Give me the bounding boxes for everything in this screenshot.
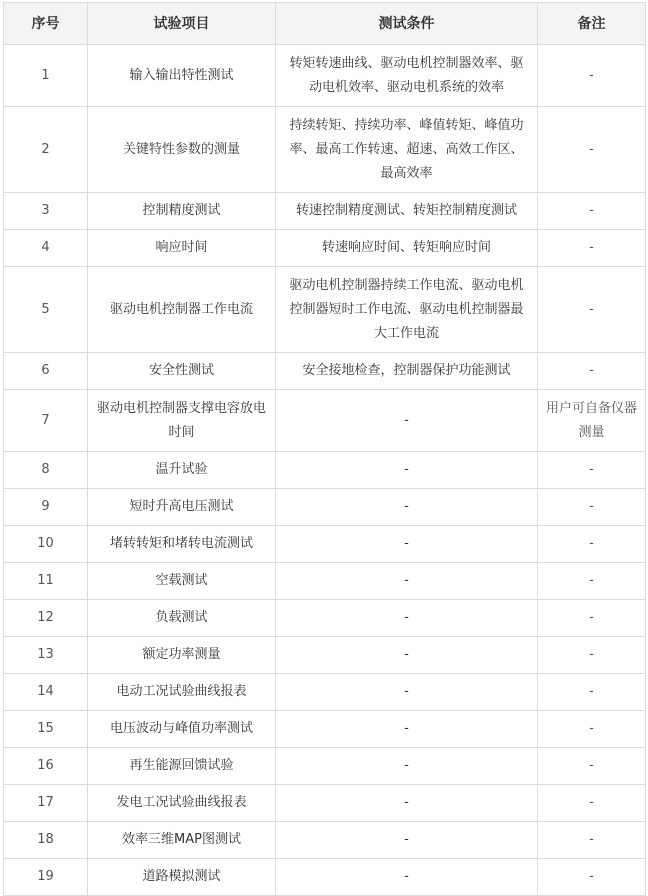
test-items-table (3, 2, 646, 896)
test-item: 堵转转矩和堵转电流测试 (88, 526, 276, 563)
table-row (4, 637, 646, 674)
test-condition: 安全接地检查，控制器保护功能测试 (276, 353, 538, 390)
test-condition: - (276, 859, 538, 896)
row-number: 19 (4, 859, 88, 896)
row-number: 11 (4, 563, 88, 600)
remark: - (538, 267, 646, 353)
test-condition: 转矩转速曲线、驱动电机控制器效率、驱动电机效率、驱动电机系统的效率 (276, 45, 538, 107)
row-number: 6 (4, 353, 88, 390)
remark: - (538, 785, 646, 822)
remark: - (538, 452, 646, 489)
table-header (4, 3, 646, 45)
test-item: 负载测试 (88, 600, 276, 637)
test-condition: - (276, 526, 538, 563)
row-number: 10 (4, 526, 88, 563)
table-row (4, 600, 646, 637)
test-item: 驱动电机控制器工作电流 (88, 267, 276, 353)
test-item: 再生能源回馈试验 (88, 748, 276, 785)
header-note: 备注 (538, 3, 646, 45)
row-number: 12 (4, 600, 88, 637)
test-item: 发电工况试验曲线报表 (88, 785, 276, 822)
test-item: 控制精度测试 (88, 193, 276, 230)
table-row (4, 107, 646, 193)
remark: - (538, 859, 646, 896)
remark: - (538, 230, 646, 267)
row-number: 16 (4, 748, 88, 785)
row-number: 14 (4, 674, 88, 711)
row-number: 7 (4, 390, 88, 452)
table-row (4, 859, 646, 896)
table-row (4, 390, 646, 452)
table-row (4, 822, 646, 859)
table-row (4, 489, 646, 526)
table-row (4, 267, 646, 353)
row-number: 18 (4, 822, 88, 859)
test-condition: - (276, 390, 538, 452)
table-row (4, 563, 646, 600)
remark: - (538, 526, 646, 563)
table-row (4, 452, 646, 489)
header-item: 试验项目 (88, 3, 276, 45)
test-condition: - (276, 674, 538, 711)
remark: - (538, 193, 646, 230)
test-item: 电压波动与峰值功率测试 (88, 711, 276, 748)
test-condition: - (276, 711, 538, 748)
row-number: 5 (4, 267, 88, 353)
test-condition: - (276, 637, 538, 674)
test-item: 额定功率测量 (88, 637, 276, 674)
test-item: 空载测试 (88, 563, 276, 600)
row-number: 3 (4, 193, 88, 230)
table-row (4, 674, 646, 711)
table-body (4, 45, 646, 896)
test-item: 响应时间 (88, 230, 276, 267)
row-number: 9 (4, 489, 88, 526)
test-item: 安全性测试 (88, 353, 276, 390)
table-row (4, 45, 646, 107)
test-condition: - (276, 489, 538, 526)
test-item: 短时升高电压测试 (88, 489, 276, 526)
row-number: 13 (4, 637, 88, 674)
test-condition: 驱动电机控制器持续工作电流、驱动电机控制器短时工作电流、驱动电机控制器最大工作电流 (276, 267, 538, 353)
table-row (4, 711, 646, 748)
table-row (4, 230, 646, 267)
row-number: 2 (4, 107, 88, 193)
remark: - (538, 748, 646, 785)
header-no: 序号 (4, 3, 88, 45)
table-row (4, 748, 646, 785)
row-number: 4 (4, 230, 88, 267)
row-number: 15 (4, 711, 88, 748)
test-condition: - (276, 785, 538, 822)
remark: - (538, 822, 646, 859)
remark: - (538, 107, 646, 193)
test-item: 输入输出特性测试 (88, 45, 276, 107)
test-condition: - (276, 452, 538, 489)
remark: - (538, 353, 646, 390)
table-row (4, 353, 646, 390)
test-item: 效率三维MAP图测试 (88, 822, 276, 859)
header-condition: 测试条件 (276, 3, 538, 45)
test-item: 驱动电机控制器支撑电容放电时间 (88, 390, 276, 452)
remark: - (538, 489, 646, 526)
remark: 用户可自备仪器测量 (538, 390, 646, 452)
test-condition: - (276, 600, 538, 637)
row-number: 1 (4, 45, 88, 107)
table-row (4, 193, 646, 230)
table-row (4, 785, 646, 822)
test-item: 关键特性参数的测量 (88, 107, 276, 193)
test-item: 温升试验 (88, 452, 276, 489)
test-condition: 转速响应时间、转矩响应时间 (276, 230, 538, 267)
test-condition: 持续转矩、持续功率、峰值转矩、峰值功率、最高工作转速、超速、高效工作区、最高效率 (276, 107, 538, 193)
test-item: 电动工况试验曲线报表 (88, 674, 276, 711)
remark: - (538, 600, 646, 637)
remark: - (538, 563, 646, 600)
test-condition: - (276, 563, 538, 600)
test-item: 道路模拟测试 (88, 859, 276, 896)
test-condition: - (276, 822, 538, 859)
row-number: 8 (4, 452, 88, 489)
header-row (4, 3, 646, 45)
remark: - (538, 637, 646, 674)
remark: - (538, 45, 646, 107)
table-row (4, 526, 646, 563)
row-number: 17 (4, 785, 88, 822)
remark: - (538, 711, 646, 748)
remark: - (538, 674, 646, 711)
test-condition: 转速控制精度测试、转矩控制精度测试 (276, 193, 538, 230)
test-condition: - (276, 748, 538, 785)
